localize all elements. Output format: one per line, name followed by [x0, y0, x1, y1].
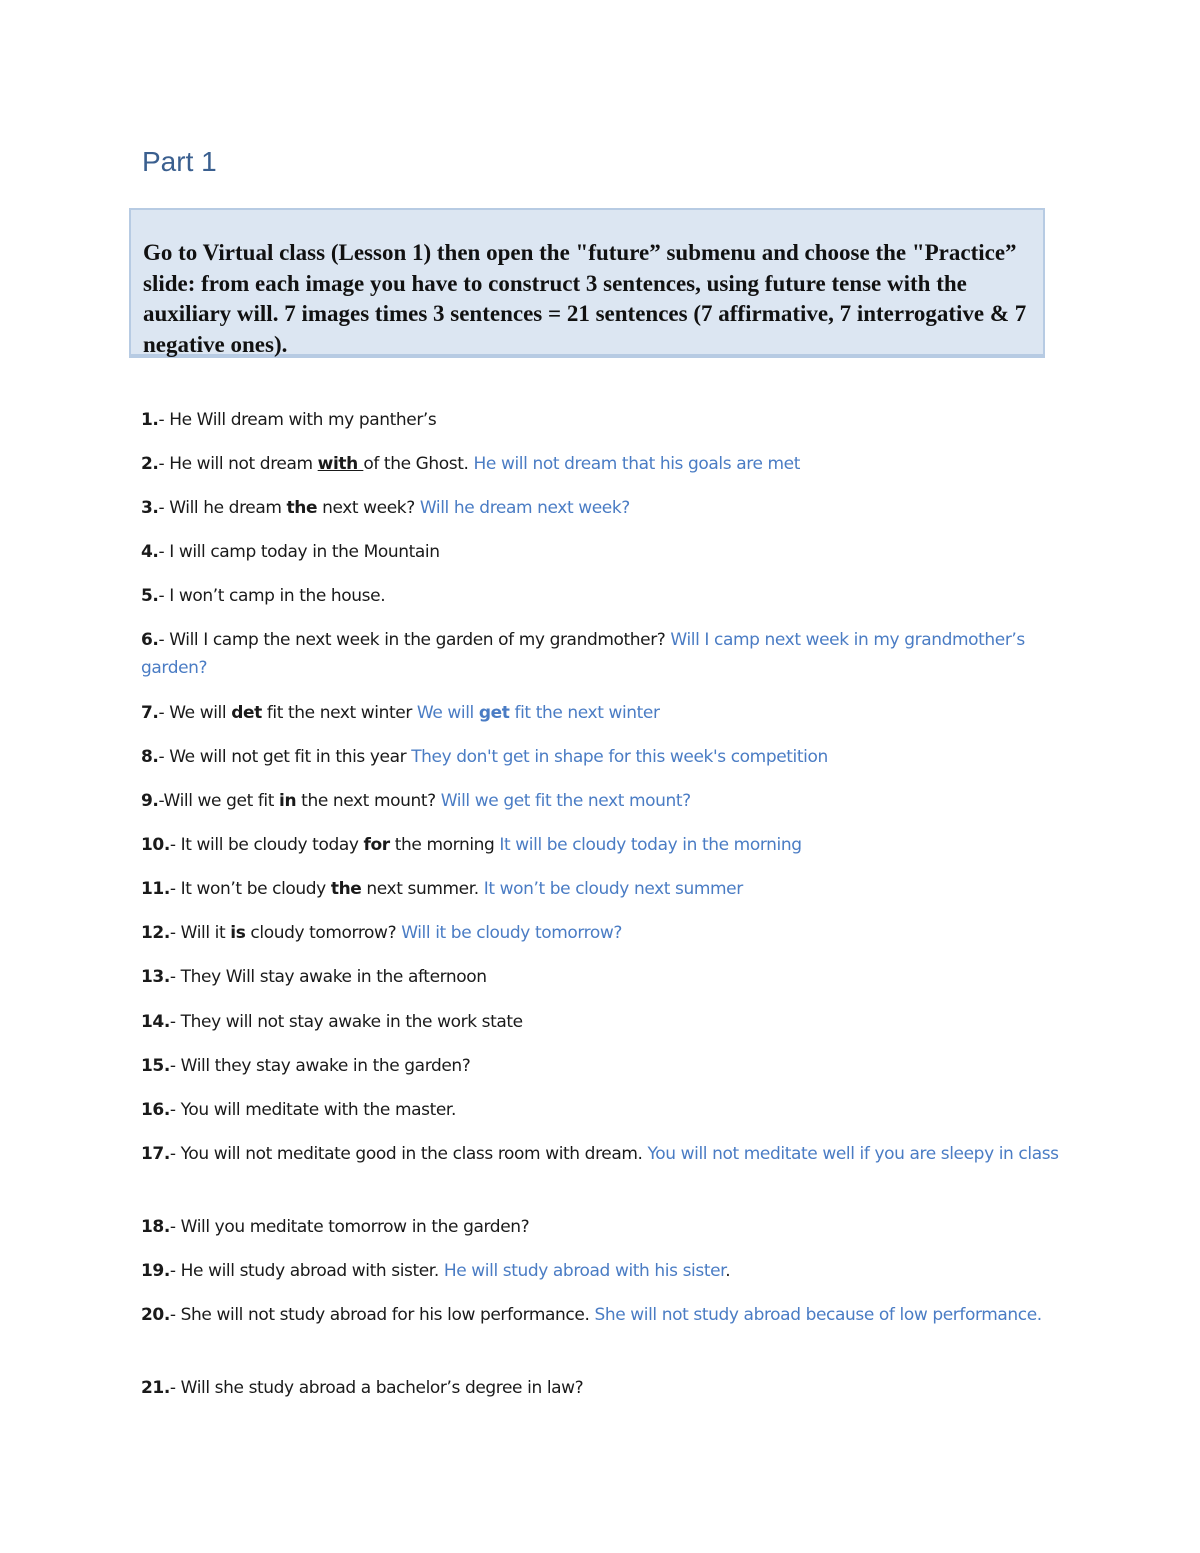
instructions-text: Go to Virtual class (Lesson 1) then open the "future” submenu and choose the "Practice” slide: from each image you have to construct 3 sentences, using future tense with the auxiliary will. 7 images times 3 sentences = 21 sentences (7 affirmative, 7 interrogative & 7 negative ones).	[143, 240, 1027, 357]
sentence-text: det	[231, 703, 262, 723]
corrected-sentence: They don't get in shape for this week's competition	[411, 747, 828, 767]
sentence-text: - He Will dream with my panther’s	[158, 410, 437, 430]
corrected-sentence: Will he dream next week?	[419, 498, 630, 518]
sentence-item	[141, 406, 1061, 434]
sentence-item	[141, 919, 1061, 947]
sentence-text: in	[279, 791, 297, 811]
sentence-text: - Will I camp the next week in the garden of my grandmother?	[158, 630, 671, 650]
corrected-sentence: get	[478, 703, 510, 723]
sentence-text: - He will not dream	[158, 454, 318, 474]
sentence-text: the	[330, 879, 362, 899]
sentence-item	[141, 1008, 1061, 1036]
sentence-item	[141, 1140, 1061, 1168]
sentence-item	[141, 1213, 1061, 1241]
sentence-number: 10.	[141, 835, 170, 855]
sentence-item	[141, 582, 1061, 610]
sentence-number: 16.	[141, 1100, 170, 1120]
sentence-item	[141, 538, 1061, 566]
corrected-sentence: fit the next winter	[509, 703, 660, 723]
sentence-number: 20.	[141, 1305, 170, 1325]
sentence-text: cloudy tomorrow?	[245, 923, 402, 943]
sentence-text: - They will not stay awake in the work state	[169, 1012, 523, 1032]
corrected-sentence: Will we get fit the next mount?	[440, 791, 691, 811]
sentence-item	[141, 450, 1061, 478]
sentence-text: for	[363, 835, 390, 855]
sentence-text: - Will he dream	[158, 498, 287, 518]
sentence-text: next summer.	[361, 879, 484, 899]
sentence-number: 2.	[141, 454, 159, 474]
sentence-text: - Will it	[169, 923, 231, 943]
sentence-item	[141, 626, 1061, 682]
sentence-number: 15.	[141, 1056, 170, 1076]
sentence-number: 3.	[141, 498, 159, 518]
sentence-item	[141, 875, 1061, 903]
sentence-item	[141, 699, 1061, 727]
corrected-sentence: You will not meditate well if you are sleepy in class	[647, 1144, 1059, 1164]
sentence-text: - She will not study abroad for his low performance.	[169, 1305, 595, 1325]
sentence-number: 13.	[141, 967, 170, 987]
sentence-text: - They Will stay awake in the afternoon	[169, 967, 487, 987]
sentence-text: - We will	[158, 703, 232, 723]
sentence-item	[141, 1301, 1061, 1329]
sentence-text: - It will be cloudy today	[169, 835, 364, 855]
sentence-number: 9.	[141, 791, 159, 811]
sentence-number: 17.	[141, 1144, 170, 1164]
sentence-text: - Will she study abroad a bachelor’s degree in law?	[169, 1378, 584, 1398]
sentence-number: 4.	[141, 542, 159, 562]
sentence-item	[141, 1096, 1061, 1124]
sentence-item	[141, 787, 1061, 815]
sentence-text: fit the next winter	[261, 703, 417, 723]
page-heading: Part 1	[142, 146, 217, 177]
sentence-number: 11.	[141, 879, 170, 899]
sentence-text: is	[230, 923, 246, 943]
sentence-text: - Will they stay awake in the garden?	[169, 1056, 471, 1076]
sentence-item	[141, 831, 1061, 859]
sentence-number: 7.	[141, 703, 159, 723]
sentence-item	[141, 1052, 1061, 1080]
sentence-number: 12.	[141, 923, 170, 943]
corrected-sentence: It will be cloudy today in the morning	[499, 835, 802, 855]
sentence-text: - It won’t be cloudy	[169, 879, 331, 899]
sentence-text: - You will not meditate good in the class room with dream.	[169, 1144, 648, 1164]
sentence-text: - We will not get fit in this year	[158, 747, 412, 767]
sentence-item	[141, 1374, 1061, 1402]
sentence-number: 18.	[141, 1217, 170, 1237]
sentence-number: 1.	[141, 410, 159, 430]
sentence-item	[141, 963, 1061, 991]
sentence-text: the	[286, 498, 318, 518]
corrected-sentence: Will it be cloudy tomorrow?	[401, 923, 623, 943]
sentence-text: - Will you meditate tomorrow in the garden?	[169, 1217, 530, 1237]
sentence-item	[141, 1257, 1061, 1285]
sentence-item	[141, 743, 1061, 771]
corrected-sentence: She will not study abroad because of low performance.	[594, 1305, 1042, 1325]
corrected-sentence: We will	[416, 703, 479, 723]
sentence-text: .	[725, 1261, 731, 1281]
sentence-text: - You will meditate with the master.	[169, 1100, 456, 1120]
sentence-text: of the Ghost.	[363, 454, 474, 474]
sentence-number: 21.	[141, 1378, 170, 1398]
sentence-text: - I won’t camp in the house.	[158, 586, 386, 606]
corrected-sentence: Will I camp next week in my grandmother’s garden?	[141, 630, 1025, 678]
sentence-text: - I will camp today in the Mountain	[158, 542, 440, 562]
sentence-item	[141, 494, 1061, 522]
sentence-text: the morning	[389, 835, 500, 855]
corrected-sentence: It won’t be cloudy next summer	[483, 879, 743, 899]
sentence-number: 6.	[141, 630, 159, 650]
sentence-text: with	[317, 454, 364, 474]
corrected-sentence: He will not dream that his goals are met	[473, 454, 800, 474]
sentence-number: 14.	[141, 1012, 170, 1032]
sentence-number: 19.	[141, 1261, 170, 1281]
sentence-number: 8.	[141, 747, 159, 767]
sentence-number: 5.	[141, 586, 159, 606]
sentence-text: the next mount?	[296, 791, 441, 811]
sentence-text: next week?	[317, 498, 420, 518]
corrected-sentence: He will study abroad with his sister	[443, 1261, 726, 1281]
sentence-text: - He will study abroad with sister.	[169, 1261, 444, 1281]
sentence-text: -Will we get fit	[158, 791, 280, 811]
